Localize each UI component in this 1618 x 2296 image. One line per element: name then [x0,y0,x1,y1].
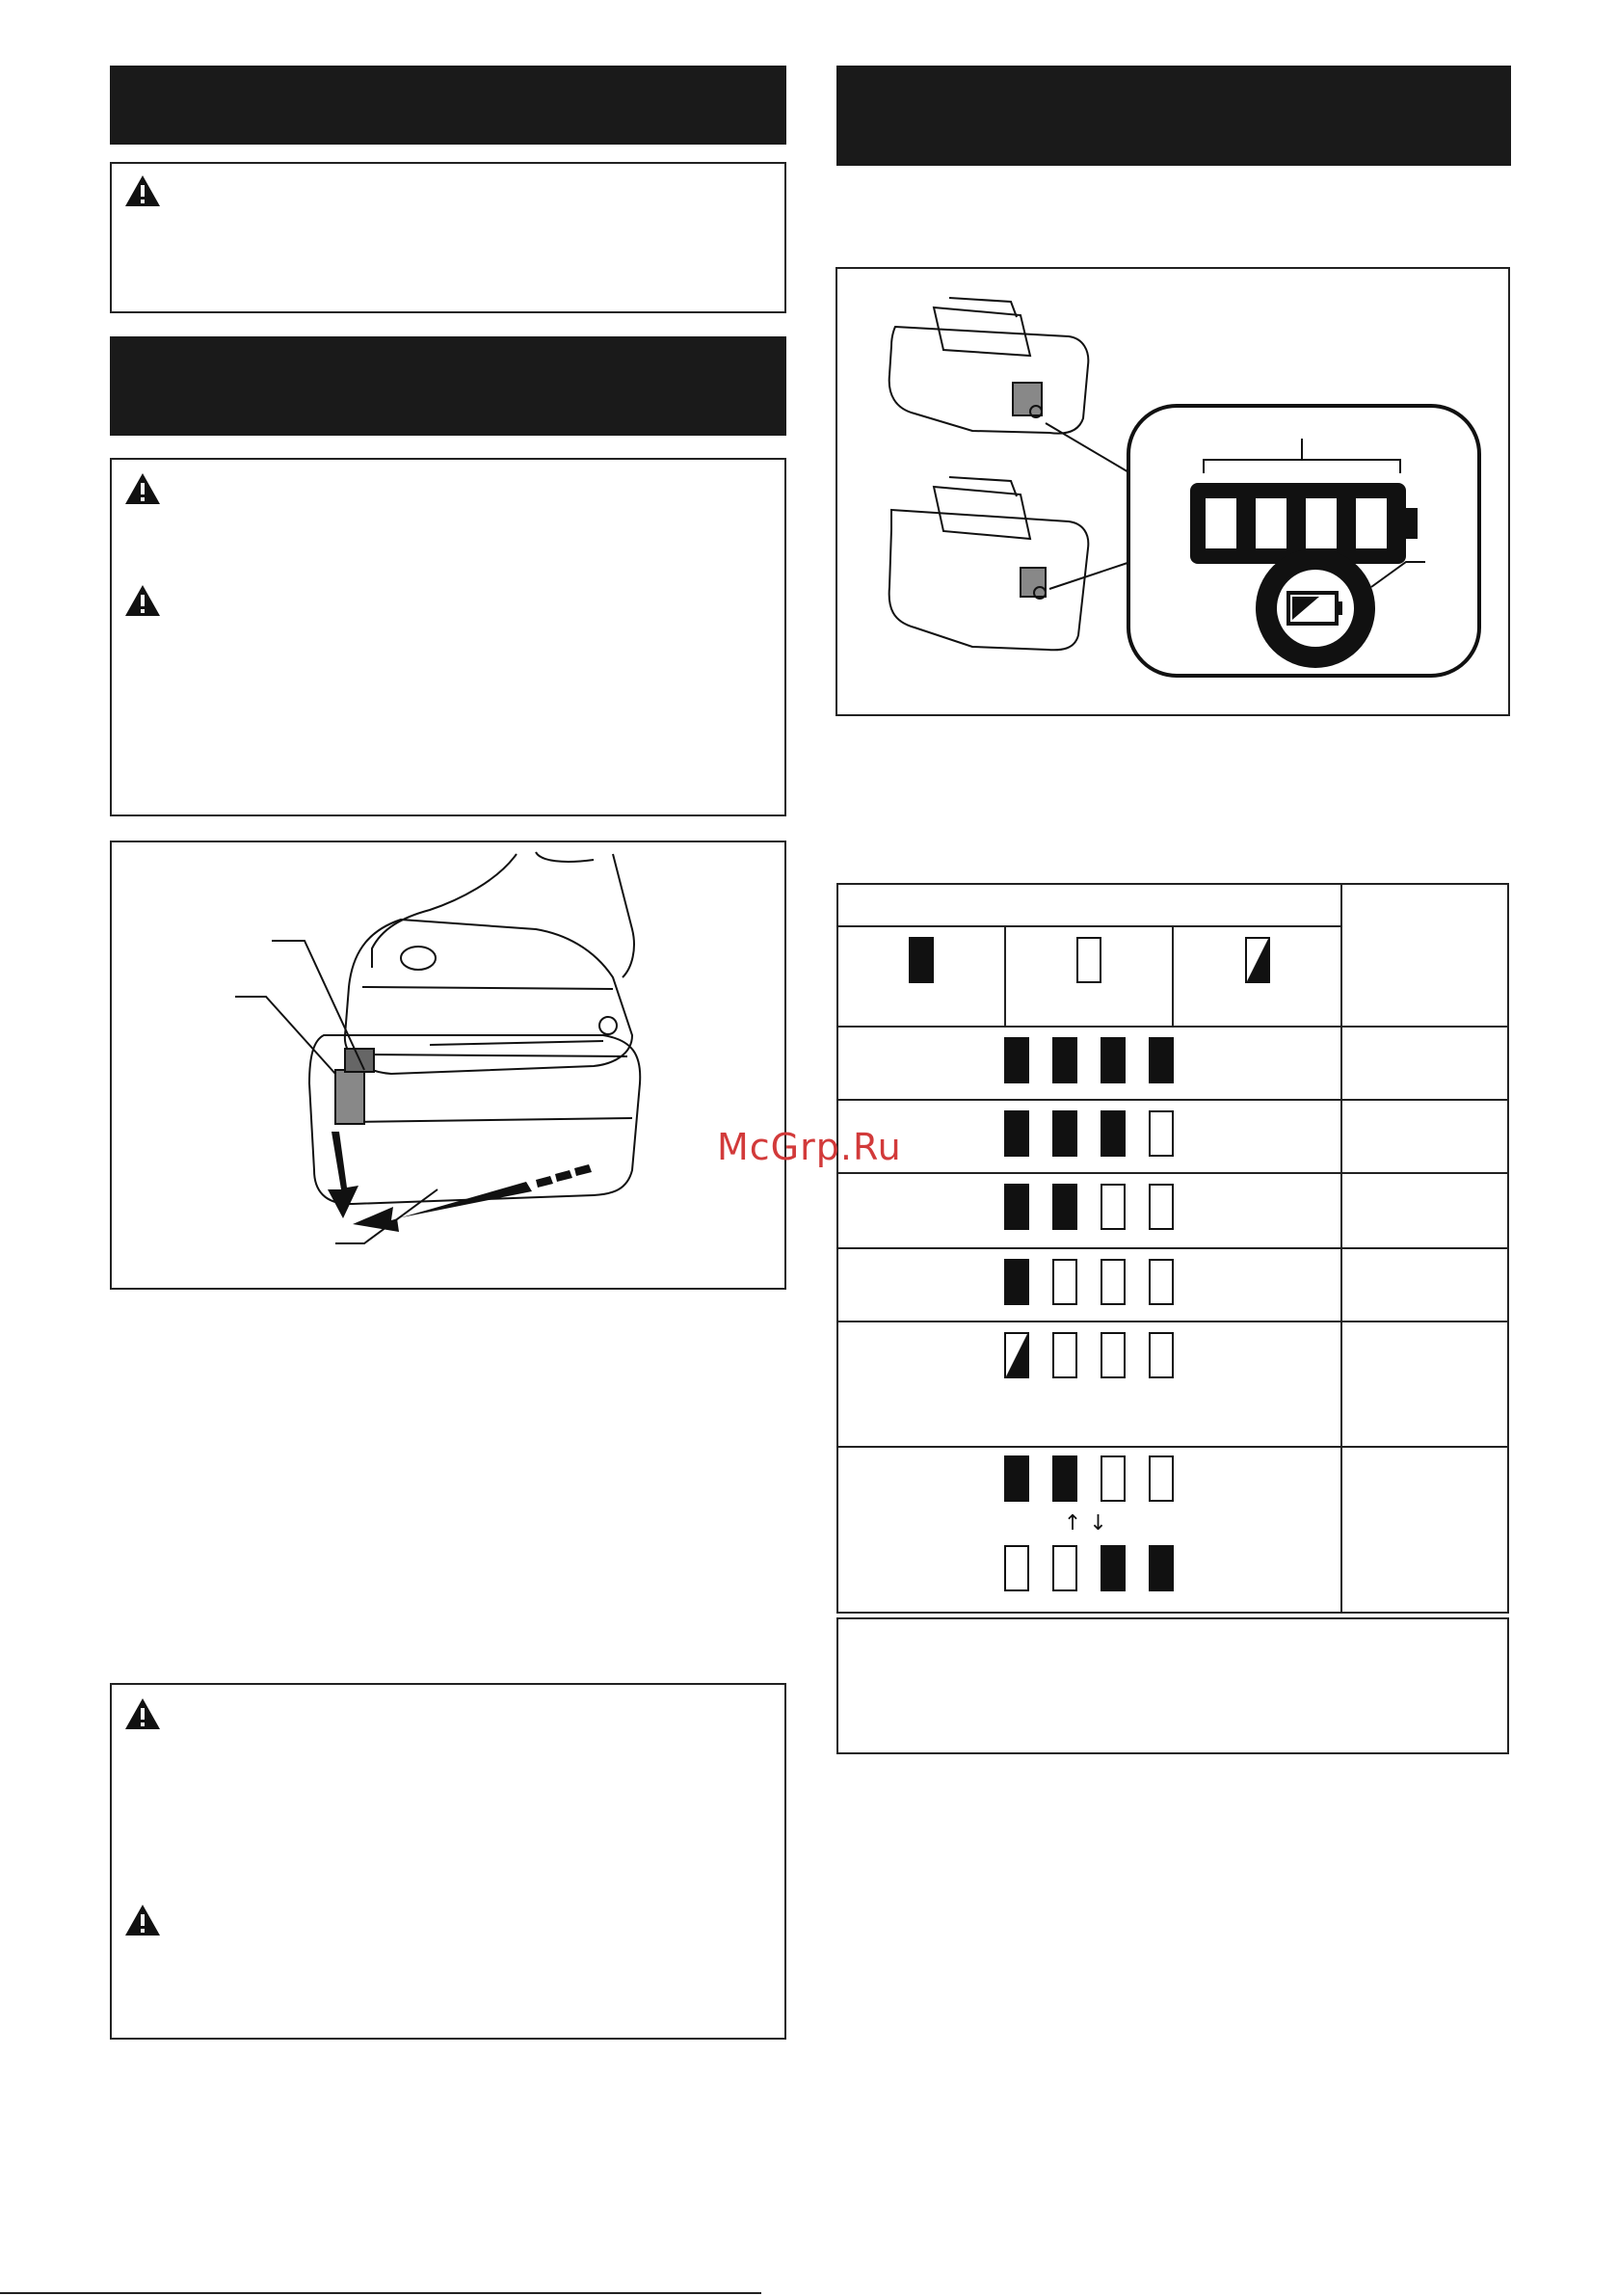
lamp-icon [1101,1545,1126,1591]
down-arrow-icon: ↓ [1089,1511,1115,1535]
caution-box-1 [110,162,786,313]
remaining-cell [1341,1027,1508,1100]
lamp-icon [1052,1184,1077,1230]
lamp-icon [1149,1110,1174,1157]
lamp-icon [1004,1455,1029,1502]
lamp-icon [1101,1037,1126,1083]
lamp-blinking-icon [1245,937,1270,983]
warning-triangle-icon [123,174,162,208]
lamp-icon [1052,1259,1077,1305]
table-row [837,1322,1508,1447]
battery-indicator-figure [836,267,1510,716]
alternating-arrows [1064,1511,1115,1535]
caution-box-3 [110,1683,786,2040]
lamp-icon [1004,1037,1029,1083]
watermark-text: McGrp.Ru [717,1126,902,1168]
remaining-cell [1341,1447,1508,1613]
lamp-icon [1101,1184,1126,1230]
lamp-icon [1101,1332,1126,1378]
lamp-icon [1149,1184,1174,1230]
table-row [837,1027,1508,1100]
lamp-icon [1004,1259,1029,1305]
note-box [836,1617,1509,1754]
table-row [837,1248,1508,1322]
table-row [837,1447,1508,1613]
indicator-lamp-table [836,883,1509,1614]
battery-removal-drawing [112,842,784,1288]
caution-box-2 [110,458,786,816]
table-row [837,1100,1508,1173]
lamp-icon [1149,1037,1174,1083]
lamp-icon [1004,1184,1029,1230]
lamp-icon [1004,1110,1029,1157]
lamp-icon [1149,1259,1174,1305]
lamp-off-icon [1076,937,1101,983]
section-header-bar-1 [110,66,786,145]
legend-on [837,926,1005,1027]
table-header-indicator [837,884,1341,926]
remaining-cell [1341,1173,1508,1248]
legend-off [1005,926,1173,1027]
table-header-remaining [1341,884,1508,1027]
lamp-icon [1052,1037,1077,1083]
lamp-icon [1052,1545,1077,1591]
lamp-icon [1101,1455,1126,1502]
warning-triangle-icon [123,1696,162,1731]
battery-indicator-drawing [837,269,1508,714]
warning-triangle-icon [123,471,162,506]
lamp-icon [1101,1259,1126,1305]
lamp-icon [1004,1332,1029,1378]
remaining-cell [1341,1100,1508,1173]
section-header-bar-3 [836,66,1511,166]
battery-removal-figure [110,841,786,1290]
lamp-icon [1149,1332,1174,1378]
warning-triangle-icon [123,1903,162,1937]
lamp-icon [1149,1545,1174,1591]
warning-triangle-icon [123,583,162,618]
remaining-cell [1341,1248,1508,1322]
section-header-bar-2 [110,336,786,436]
lamp-icon [1101,1110,1126,1157]
up-arrow-icon: ↑ [1063,1511,1090,1535]
remaining-cell [1341,1322,1508,1447]
lamp-icon [1149,1455,1174,1502]
lamp-icon [1052,1110,1077,1157]
lamp-icon [1052,1455,1077,1502]
table-row [837,1173,1508,1248]
lamp-icon [1052,1332,1077,1378]
lamp-icon [1004,1545,1029,1591]
lamp-on-icon [909,937,934,983]
footer-rule [0,2292,761,2294]
legend-blinking [1173,926,1340,1027]
